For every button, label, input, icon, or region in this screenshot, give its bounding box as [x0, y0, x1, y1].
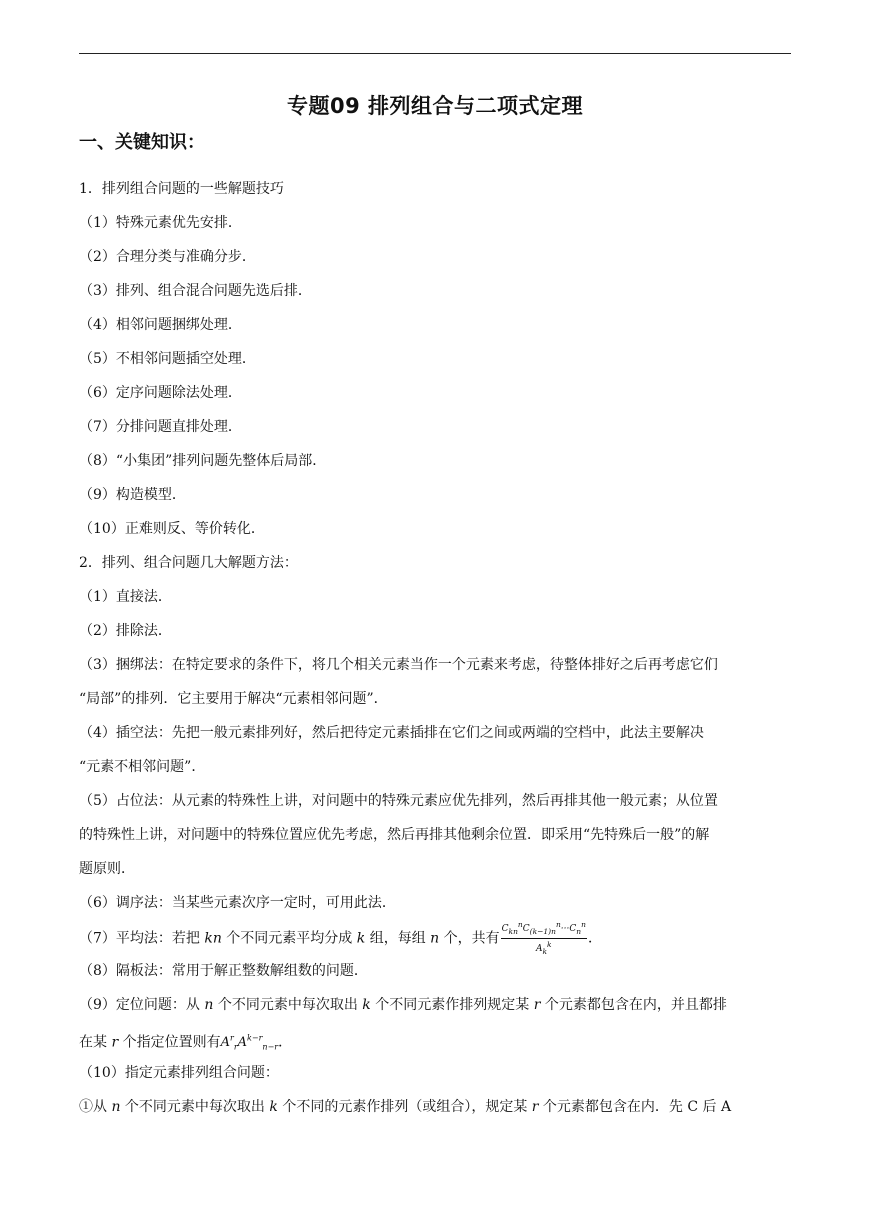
text-span: 个，共有 — [439, 930, 500, 947]
method-position-line1: （5）占位法：从元素的特殊性上讲，对问题中的特殊元素应优先排列，然后再排其他一般元素；从位置 — [79, 793, 718, 809]
subscript: (k−1)n — [529, 926, 556, 936]
superscript: n — [581, 920, 586, 929]
superscript: k — [547, 939, 552, 949]
text-span: 个不同元素中每次取出 — [213, 997, 363, 1013]
math-var: kn — [204, 930, 222, 947]
text-span: 个不同元素平均分成 — [221, 930, 357, 947]
method-fixed-position-line1 — [79, 988, 791, 1022]
text-span: ①从 — [79, 1099, 112, 1115]
header-rule — [79, 53, 791, 54]
part1-item: （1）特殊元素优先安排． — [79, 215, 242, 231]
text-span: ． — [278, 1034, 293, 1051]
math-var: k — [356, 930, 366, 947]
part1-item: （5）不相邻问题插空处理． — [79, 351, 256, 367]
part1-item: （4）相邻问题捆绑处理． — [79, 317, 242, 333]
method-bundle-line1: （3）捆绑法：在特定要求的条件下，将几个相关元素当作一个元素来考虑，待整体排好之后再考虑它们 — [79, 657, 718, 673]
text-span: 组，每组 — [365, 930, 431, 947]
superscript: n — [517, 920, 523, 929]
text-span: 个元素都包含在内，并且都排 — [540, 997, 727, 1013]
superscript: n — [555, 920, 561, 929]
fraction-numerator — [501, 920, 587, 939]
section-heading: 一、关键知识： — [79, 132, 205, 153]
text-span: （7）平均法：若把 — [79, 930, 205, 947]
method-position-line2: 的特殊性上讲，对问题中的特殊位置应优先考虑，然后再排其他剩余位置．即采用“先特殊后一般”的解 — [79, 827, 710, 843]
method-fixed-position-line2 — [79, 1022, 791, 1056]
combination-symbol: C — [522, 924, 530, 934]
method-position-line3: 题原则． — [79, 861, 135, 877]
subscript: kn — [508, 926, 518, 936]
part1-item: （7）分排问题直排处理． — [79, 419, 242, 435]
text-span: 个不同元素中每次取出 — [120, 1099, 270, 1115]
superscript: r — [230, 1034, 234, 1043]
superscript: k−r — [247, 1034, 263, 1043]
part1-item: （3）排列、组合混合问题先选后排． — [79, 283, 312, 299]
average-formula-fraction — [501, 920, 587, 957]
text-span: 个指定位置则有 — [118, 1034, 221, 1051]
page-title: 专题09 排列组合与二项式定理 — [286, 94, 584, 118]
text-span: 个不同元素作排列规定某 — [370, 997, 534, 1013]
text-span: （9）定位问题：从 — [79, 997, 205, 1013]
part1-item: （6）定序问题除法处理． — [79, 385, 242, 401]
text-span: 个元素都包含在内．先 C 后 A — [538, 1099, 732, 1115]
arrangement-symbol: A — [220, 1035, 230, 1051]
subscript: k — [542, 946, 548, 956]
math-var: k — [362, 997, 371, 1013]
method-average — [79, 920, 791, 954]
text-span: ． — [587, 930, 602, 947]
math-var: n — [430, 930, 440, 947]
part2-heading: 2．排列、组合问题几大解题方法： — [79, 555, 298, 571]
part1-item: （10）正难则反、等价转化． — [79, 521, 265, 537]
method-exclusion: （2）排除法． — [79, 623, 172, 639]
text-span: 在某 — [79, 1034, 112, 1051]
permutation-formula — [221, 1035, 279, 1050]
math-var: r — [111, 1034, 119, 1051]
method-insert-line1: （4）插空法：先把一般元素排列好，然后把待定元素插排在它们之间或两端的空档中，此法主要解决 — [79, 725, 704, 741]
method-order: （6）调序法：当某些元素次序一定时，可用此法． — [79, 895, 396, 911]
method-direct: （1）直接法． — [79, 589, 172, 605]
method-specified-item1 — [79, 1090, 791, 1124]
subscript: r — [233, 1042, 238, 1052]
arrangement-symbol: A — [237, 1035, 248, 1051]
math-var: k — [269, 1099, 278, 1115]
text-span: 个不同的元素作排列（或组合），规定某 — [277, 1099, 532, 1115]
part1-item: （9）构造模型． — [79, 487, 186, 503]
subscript: n−r — [262, 1042, 279, 1052]
math-var: r — [533, 997, 541, 1013]
fraction-denominator — [501, 939, 587, 957]
math-var: n — [111, 1099, 121, 1115]
method-specified-heading: （10）指定元素排列组合问题： — [79, 1065, 279, 1081]
method-bundle-line2: “局部”的排列．它主要用于解决“元素相邻问题”． — [79, 691, 388, 707]
subscript: n — [576, 926, 582, 936]
arrangement-symbol: A — [535, 943, 543, 954]
part1-item: （2）合理分类与准确分步． — [79, 249, 256, 265]
part1-heading: 1．排列组合问题的一些解题技巧 — [79, 181, 284, 197]
method-divider: （8）隔板法：常用于解正整数解组数的问题． — [79, 963, 368, 979]
document-body — [79, 172, 791, 1124]
combination-symbol: ···C — [560, 924, 577, 934]
combination-symbol: C — [501, 924, 509, 934]
math-var: r — [531, 1099, 539, 1115]
math-var: n — [204, 997, 214, 1013]
part1-item: （8）“小集团”排列问题先整体后局部． — [79, 453, 327, 469]
method-insert-line2: “元素不相邻问题”． — [79, 759, 206, 775]
